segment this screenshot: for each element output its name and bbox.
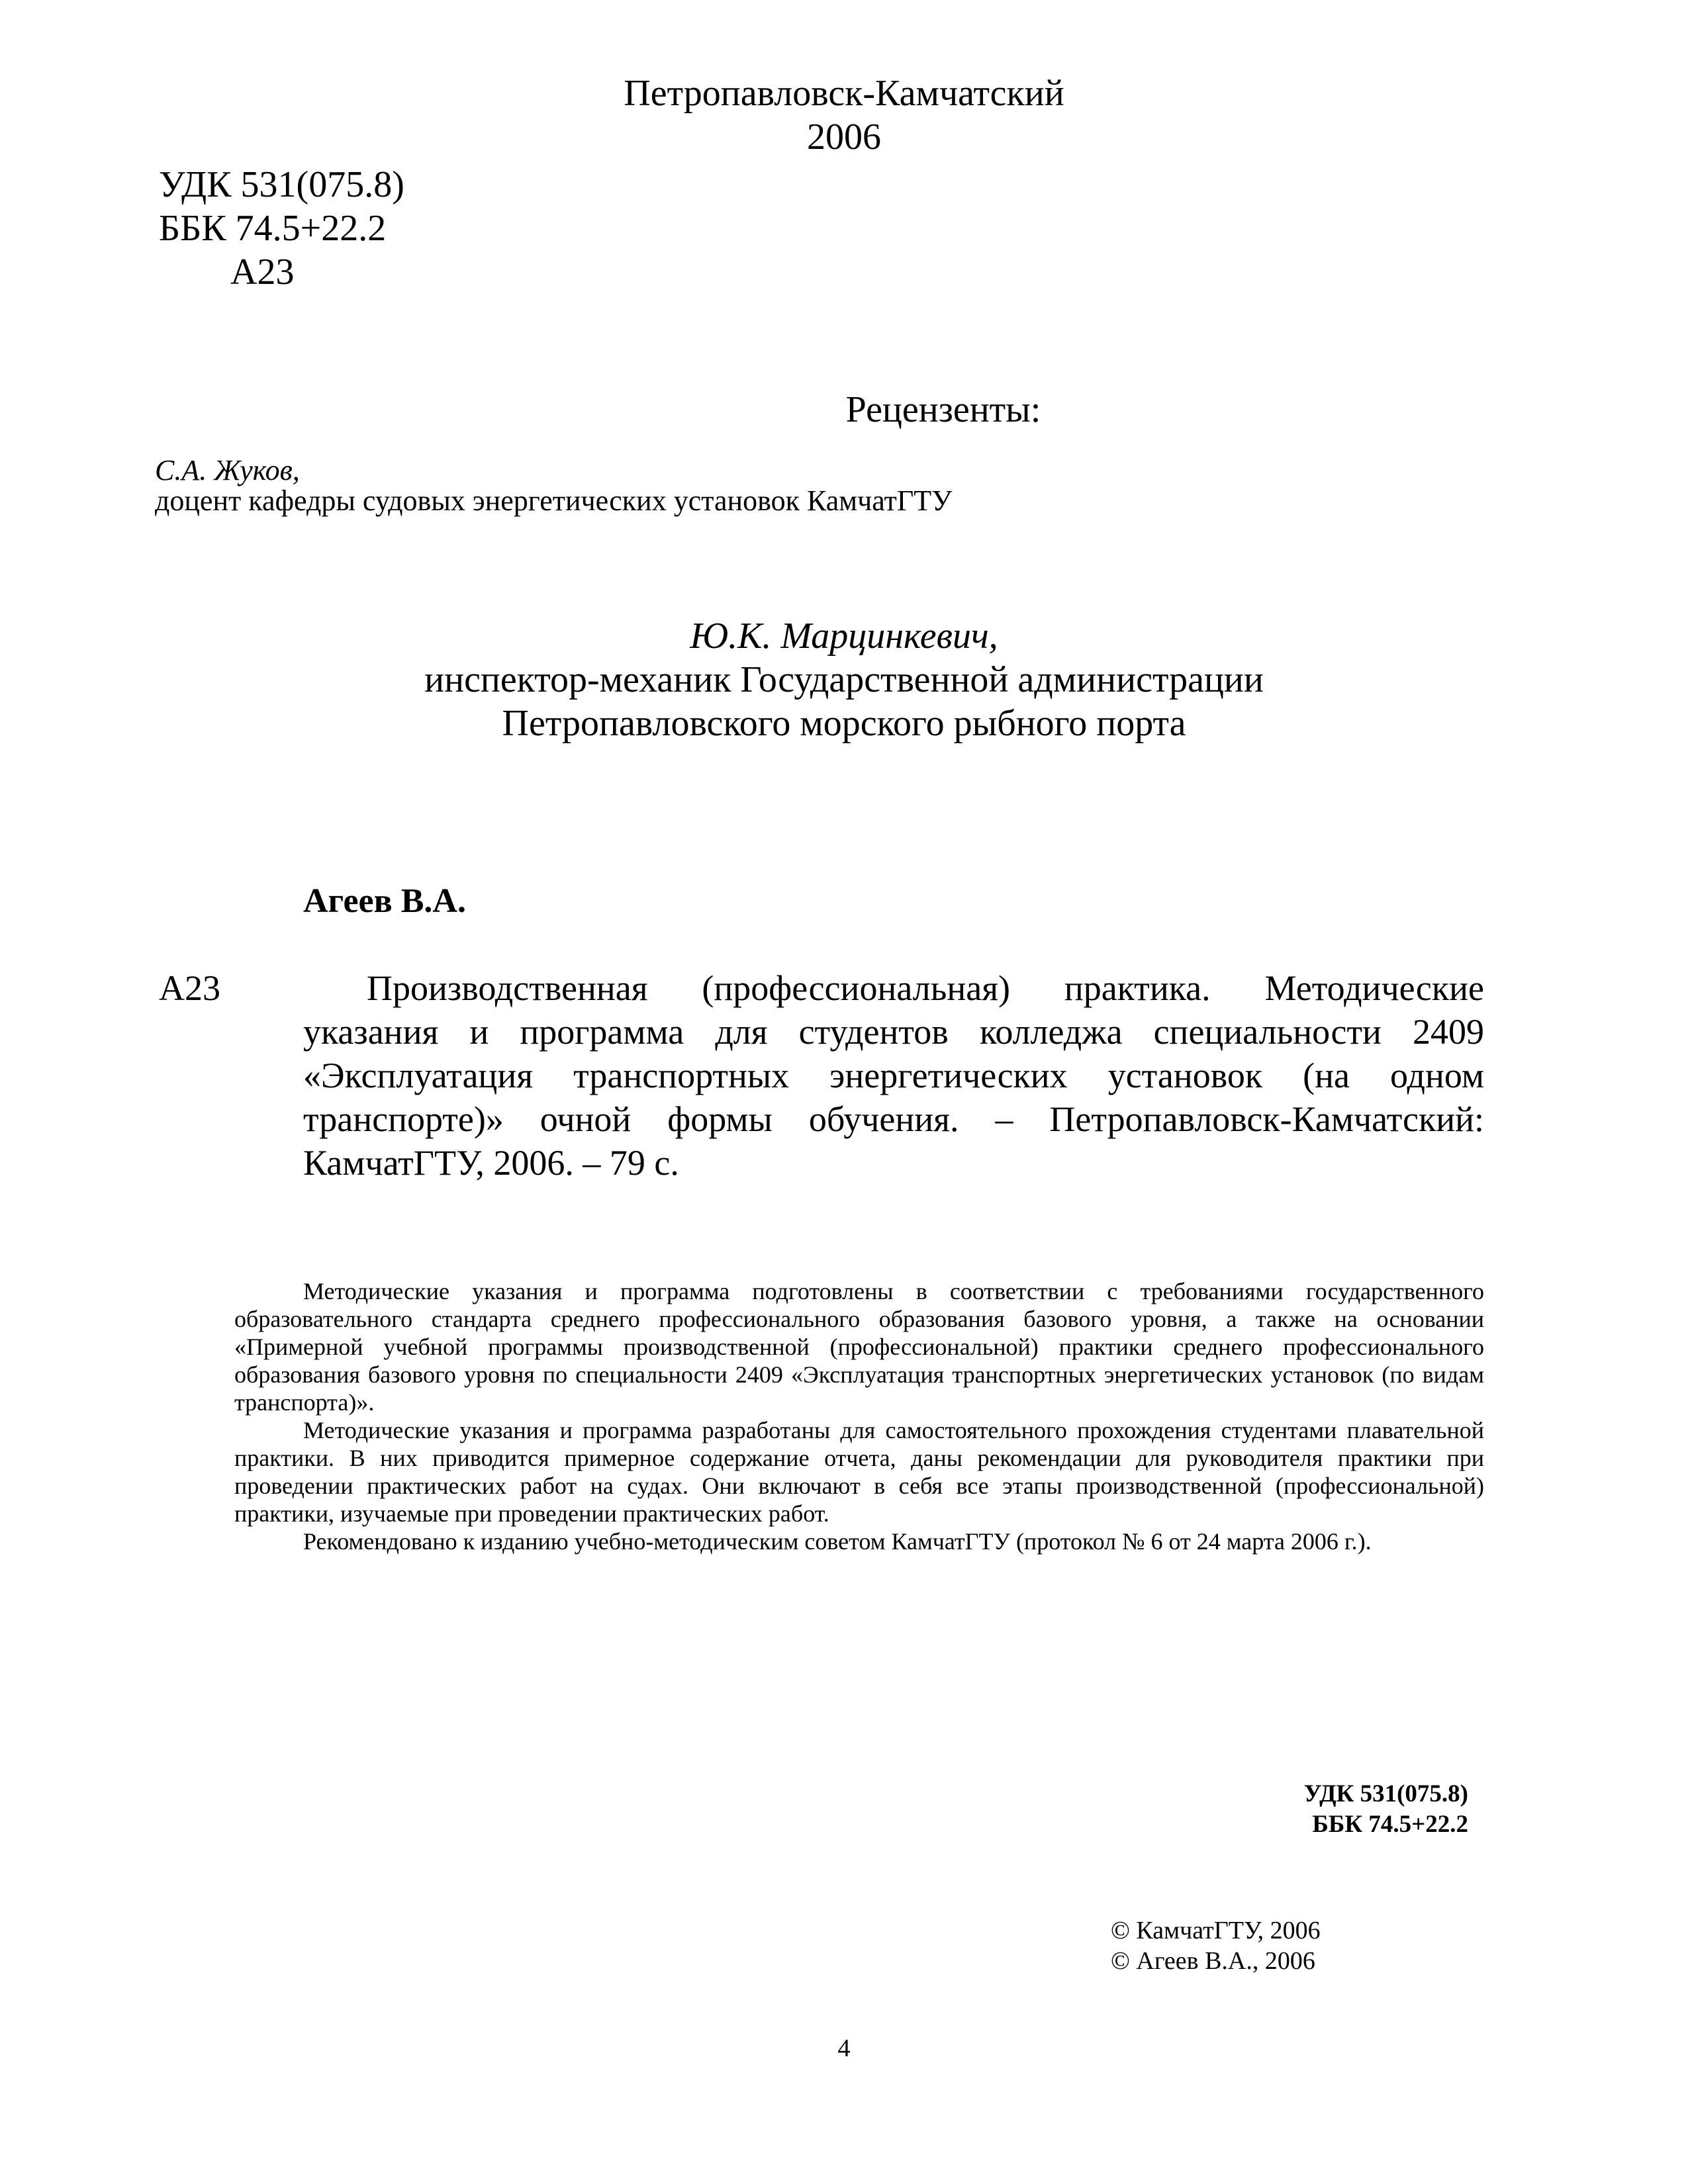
abstract-paragraph: Методические указания и программа подготовлены в соответствии с требованиями государственного образовательного стандарта среднего профессионального образования базового уровня, а также на основании «Примерной учебной программы производственной (профессиональной) практики среднего профессионального образования базового уровня по специальности 2409 «Эксплуатация транспортных энергетических установок (по видам транспорта)». [234, 1278, 1484, 1416]
reviewers-heading: Рецензенты: [845, 389, 1041, 430]
reviewer-position-line-1: инспектор-механик Государственной администрации [424, 659, 1264, 700]
reviewer-name: Ю.К. Марцинкевич, [690, 615, 998, 657]
page-number: 4 [837, 2034, 851, 2062]
abstract-paragraph: Методические указания и программа разработаны для самостоятельного прохождения студентами плавательной практики. В них приводится примерное содержание отчета, даны рекомендации для руководителя практики при проведении практических работ на судах. Они включают в себя все этапы производственной (профессиональной) практики, изучаемые при проведении практических работ. [234, 1417, 1484, 1527]
reviewer-position: доцент кафедры судовых энергетических установок КамчатГТУ [155, 484, 953, 517]
abstract-paragraph: Рекомендовано к изданию учебно-методическим советом КамчатГТУ (протокол № 6 от 24 марта 2006 г.). [303, 1528, 1372, 1555]
bbk-code: ББК 74.5+22.2 [1312, 1811, 1468, 1838]
author-sign: А23 [230, 251, 295, 293]
catalog-line: КамчатГТУ, 2006. – 79 с. [303, 1143, 679, 1183]
publication-year: 2006 [807, 116, 881, 158]
catalog-description [303, 966, 1484, 1185]
publisher-header [0, 71, 1688, 159]
copyright-line: © КамчатГТУ, 2006 [1111, 1917, 1321, 1944]
reviewer-name: С.А. Жуков, [155, 454, 300, 486]
reviewer-position-line-2: Петропавловского морского рыбного порта [502, 703, 1186, 744]
reviewer-second [0, 614, 1688, 745]
catalog-line: транспорте)» очной формы обучения. – Петропавловск-Камчатский: [303, 1099, 1484, 1139]
classification-codes-top [159, 163, 404, 294]
udk-code: УДК 531(075.8) [1303, 1780, 1468, 1807]
catalog-line: «Эксплуатация транспортных энергетических установок (на одном [303, 1056, 1484, 1095]
copyright-block [1111, 1915, 1321, 1976]
abstract [234, 1277, 1484, 1555]
catalog-line: указания и программа для студентов колледжа специальности 2409 [303, 1012, 1484, 1052]
udk-code: УДК 531(075.8) [159, 164, 404, 205]
reviewer-first [155, 455, 952, 516]
city-name: Петропавловск-Камчатский [624, 73, 1064, 114]
copyright-line: © Агеев В.А., 2006 [1111, 1947, 1315, 1975]
catalog-sign: А23 [159, 968, 220, 1008]
classification-codes-bottom [1258, 1779, 1468, 1840]
bbk-code: ББК 74.5+22.2 [159, 208, 387, 249]
catalog-line: Производственная (профессиональная) практика. Методические [367, 968, 1484, 1008]
catalog-author: Агеев В.А. [303, 882, 466, 920]
